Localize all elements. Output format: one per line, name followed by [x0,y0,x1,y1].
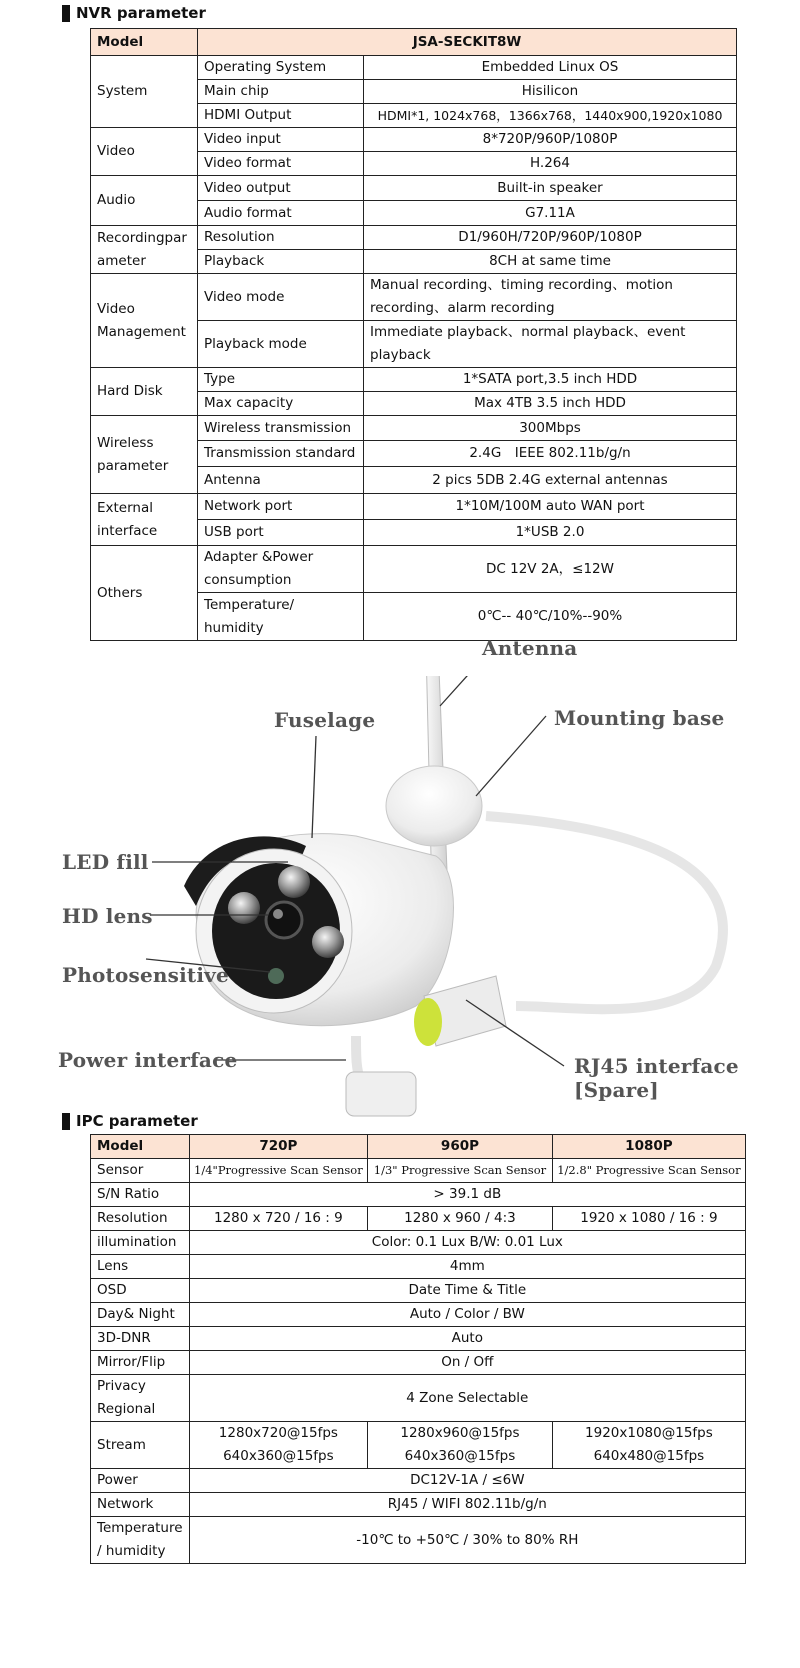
ipc-param: illumination [91,1231,190,1255]
callout-hd-lens: HD lens [62,904,153,928]
nvr-param: Adapter &Power consumption [198,546,364,593]
ipc-value: -10℃ to +50℃ / 30% to 80% RH [189,1517,745,1564]
nvr-title-text: NVR parameter [76,4,206,22]
callout-power-interface: Power interface [58,1048,238,1072]
table-row [91,1231,746,1255]
nvr-value: 2.4G IEEE 802.11b/g/n [364,441,737,467]
callout-led-fill: LED fill [62,850,149,874]
ipc-header-model: Model [91,1135,190,1159]
section-marker-icon [62,5,70,22]
ipc-stream-sub: 640x360@15fps [223,1448,334,1464]
nvr-value: Hisilicon [364,80,737,104]
table-row [91,176,737,201]
table-row [91,1351,746,1375]
ipc-value: > 39.1 dB [189,1183,745,1207]
nvr-value: 1*10M/100M auto WAN port [364,494,737,520]
ipc-stream-main: 1280x960@15fps [400,1425,520,1441]
ipc-section-title [62,1112,198,1130]
ipc-param: Network [91,1493,190,1517]
ipc-value: 1280 x 720 / 16 : 9 [189,1207,367,1231]
photosensor-icon [268,968,284,984]
ipc-stream-cell [189,1422,367,1469]
ipc-param: Resolution [91,1207,190,1231]
ipc-header-720p: 720P [189,1135,367,1159]
table-row [91,546,737,593]
ipc-stream-main: 1920x1080@15fps [585,1425,713,1441]
leader-line [440,676,476,706]
nvr-param: Audio format [198,201,364,226]
nvr-param: USB port [198,520,364,546]
ipc-header-row [91,1135,746,1159]
nvr-header-row [91,29,737,56]
ipc-value: RJ45 / WIFI 802.11b/g/n [189,1493,745,1517]
nvr-param: Antenna [198,467,364,494]
ipc-param: Mirror/Flip [91,1351,190,1375]
nvr-value: H.264 [364,152,737,176]
ipc-stream-sub: 640x360@15fps [404,1448,516,1464]
leader-line [476,716,546,796]
nvr-value: 300Mbps [364,416,737,441]
table-row [91,1159,746,1183]
ipc-value: Auto / Color / BW [189,1303,745,1327]
ipc-value: 1280 x 960 / 4:3 [368,1207,553,1231]
ipc-param: Power [91,1469,190,1493]
ipc-value: 1920 x 1080 / 16 : 9 [552,1207,745,1231]
nvr-section-title [62,4,206,22]
table-row [91,1255,746,1279]
nvr-param: Operating System [198,56,364,80]
callout-fuselage: Fuselage [274,708,376,732]
ipc-title-text: IPC parameter [76,1112,198,1130]
nvr-value: Manual recording、timing recording、motion recording、alarm recording [364,274,737,321]
mounting-base-shape [386,766,482,846]
nvr-value: DC 12V 2A，≤12W [364,546,737,593]
table-row [91,274,737,321]
leader-line [312,736,316,838]
led-icon [312,926,344,958]
ipc-param: OSD [91,1279,190,1303]
nvr-value: Max 4TB 3.5 inch HDD [364,392,737,416]
ipc-parameter-table [90,1134,746,1564]
nvr-param: Video format [198,152,364,176]
nvr-group-label: Video Management [91,274,198,368]
table-row [91,1279,746,1303]
lens-highlight [273,909,283,919]
nvr-param: Wireless transmission [198,416,364,441]
nvr-param: Network port [198,494,364,520]
ipc-value: On / Off [189,1351,745,1375]
ipc-param: S/N Ratio [91,1183,190,1207]
nvr-value: 1*USB 2.0 [364,520,737,546]
table-row [91,1207,746,1231]
nvr-param: HDMI Output [198,104,364,128]
nvr-group-label: Others [91,546,198,641]
callout-photosensitive: Photosensitive [62,963,229,987]
ipc-param: 3D-DNR [91,1327,190,1351]
ipc-stream-main: 1280x720@15fps [218,1425,338,1441]
camera-cable [486,816,723,1009]
ipc-value: 1/3" Progressive Scan Sensor [368,1159,553,1183]
nvr-value: 2 pics 5DB 2.4G external antennas [364,467,737,494]
nvr-param: Resolution [198,226,364,250]
table-row [91,1422,746,1469]
table-row [91,128,737,152]
table-row [91,1469,746,1493]
nvr-value: Immediate playback、normal playback、event playback [364,321,737,368]
nvr-param: Playback [198,250,364,274]
nvr-param: Video output [198,176,364,201]
table-row [91,1493,746,1517]
nvr-value: Built-in speaker [364,176,737,201]
nvr-group-label: Audio [91,176,198,226]
nvr-header-label: Model [91,29,198,56]
nvr-group-label: Wireless parameter [91,416,198,494]
callout-antenna: Antenna [482,636,578,660]
ipc-value: DC12V-1A / ≤6W [189,1469,745,1493]
ipc-stream-sub: 640x480@15fps [593,1448,705,1464]
ipc-value: Date Time & Title [189,1279,745,1303]
ipc-param: Lens [91,1255,190,1279]
nvr-value: 8CH at same time [364,250,737,274]
ipc-value: 4 Zone Selectable [189,1375,745,1422]
ipc-stream-cell [552,1422,745,1469]
ipc-header-1080p: 1080P [552,1135,745,1159]
callout-rj45-interface: RJ45 interface [574,1054,739,1078]
nvr-model-value: JSA-SECKIT8W [198,29,737,56]
nvr-param: Video mode [198,274,364,321]
nvr-group-label: Video [91,128,198,176]
callout-rj45-spare: [Spare] [574,1078,659,1102]
nvr-param: Transmission standard [198,441,364,467]
nvr-value: HDMI*1, 1024x768，1366x768，1440x900,1920x1080 [364,104,737,128]
nvr-param: Video input [198,128,364,152]
table-row [91,1303,746,1327]
ipc-value: Color: 0.1 Lux B/W: 0.01 Lux [189,1231,745,1255]
nvr-value: D1/960H/720P/960P/1080P [364,226,737,250]
nvr-group-label: Recordingparameter [91,226,198,274]
table-row [91,226,737,250]
lens-icon [266,902,302,938]
nvr-group-label: System [91,56,198,128]
nvr-param: Max capacity [198,392,364,416]
nvr-param: Main chip [198,80,364,104]
ipc-value: 4mm [189,1255,745,1279]
nvr-value: 8*720P/960P/1080P [364,128,737,152]
ipc-value: 1/2.8" Progressive Scan Sensor [552,1159,745,1183]
nvr-value: 1*SATA port,3.5 inch HDD [364,368,737,392]
ipc-value: Auto [189,1327,745,1351]
ipc-param: Sensor [91,1159,190,1183]
table-row [91,1327,746,1351]
nvr-param: Type [198,368,364,392]
table-row [91,1375,746,1422]
nvr-value: G7.11A [364,201,737,226]
ipc-stream-cell [368,1422,553,1469]
nvr-value: 0℃-- 40℃/10%--90% [364,593,737,641]
table-row [91,1517,746,1564]
table-row [91,494,737,520]
ipc-header-960p: 960P [368,1135,553,1159]
table-row [91,416,737,441]
nvr-group-label: External interface [91,494,198,546]
nvr-value: Embedded Linux OS [364,56,737,80]
nvr-parameter-table [90,28,737,641]
table-row [91,56,737,80]
led-icon [228,892,260,924]
ipc-param: Temperature / humidity [91,1517,190,1564]
nvr-group-label: Hard Disk [91,368,198,416]
ipc-param: Privacy Regional [91,1375,190,1422]
rj45-plug-end [414,998,442,1046]
power-plug-shape [346,1072,416,1116]
table-row [91,1183,746,1207]
ipc-value: 1/4"Progressive Scan Sensor [189,1159,367,1183]
callout-mounting-base: Mounting base [554,706,725,730]
nvr-param: Playback mode [198,321,364,368]
section-marker-icon [62,1113,70,1130]
ipc-param: Stream [91,1422,190,1469]
table-row [91,368,737,392]
nvr-param: Temperature/ humidity [198,593,364,641]
ipc-param: Day& Night [91,1303,190,1327]
led-icon [278,866,310,898]
